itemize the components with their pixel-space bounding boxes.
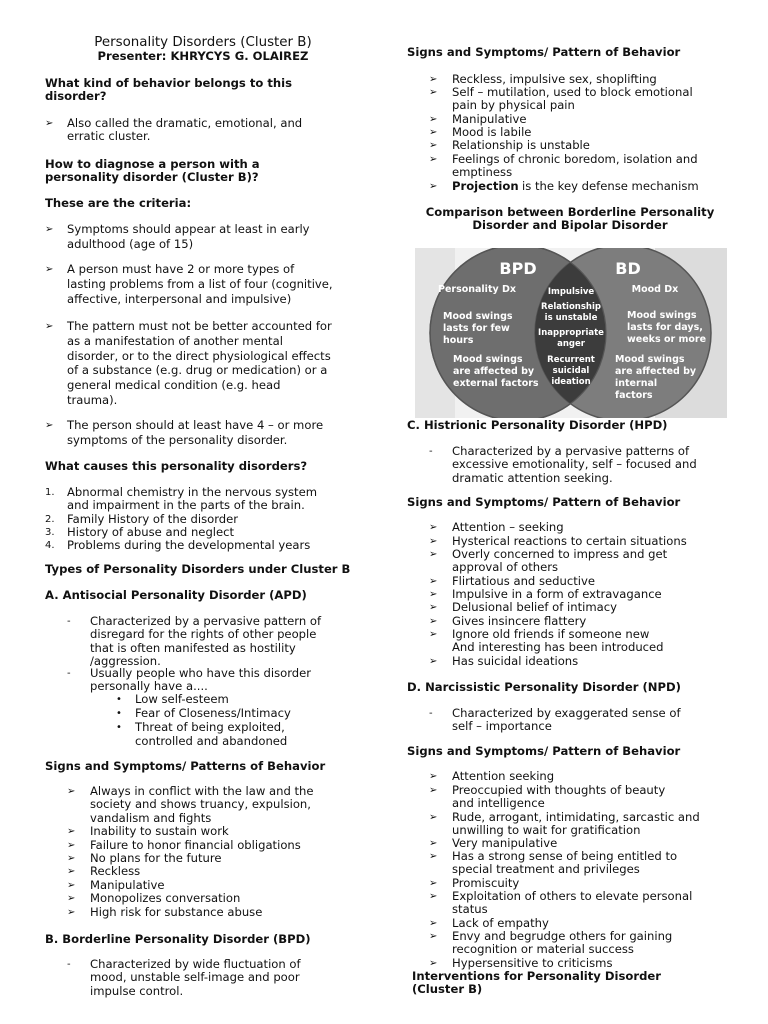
arrow-bullet-icon: ➢ xyxy=(429,918,438,929)
symptom-item: Inability to sustain work xyxy=(90,824,229,838)
arrow-bullet-icon: ➢ xyxy=(429,154,438,165)
list-number: 2. xyxy=(45,514,55,525)
section-heading: Types of Personality Disorders under Cluster B xyxy=(45,562,351,576)
question-heading: personality disorder (Cluster B)? xyxy=(45,170,259,185)
venn-shared-fact: Impulsive xyxy=(547,287,595,297)
arrow-bullet-icon: ➢ xyxy=(67,907,76,918)
disorder-description: Characterized by exaggerated sense of xyxy=(452,706,681,720)
venn-bpd-fact: are affected by xyxy=(453,366,535,377)
section-heading: Signs and Symptoms/ Pattern of Behavior xyxy=(407,45,681,59)
symptom-item: Reckless xyxy=(90,864,141,878)
symptom-item: vandalism and fights xyxy=(90,810,212,825)
presenter-line: Presenter: KHRYCYS G. OLAIREZ xyxy=(97,49,309,63)
answer-text: erratic cluster. xyxy=(67,129,151,144)
symptom-item: and intelligence xyxy=(452,796,545,811)
symptom-item: Always in conflict with the law and the xyxy=(90,784,314,798)
symptom-item: No plans for the future xyxy=(90,851,222,865)
symptom-item: Hysterical reactions to certain situations xyxy=(452,534,687,548)
disorder-heading: B. Borderline Personality Disorder (BPD) xyxy=(45,932,311,946)
criteria-item: The pattern must not be better accounted for xyxy=(67,319,332,333)
dot-bullet: • xyxy=(116,722,122,733)
section-heading: What causes this personality disorders? xyxy=(45,459,308,473)
venn-bd-fact: internal xyxy=(615,378,658,389)
disorder-heading: C. Histrionic Personality Disorder (HPD) xyxy=(407,418,668,432)
symptom-item: And interesting has been introduced xyxy=(452,640,664,655)
arrow-bullet-icon: ➢ xyxy=(429,549,438,560)
venn-shared-fact: Inappropriate xyxy=(538,328,604,338)
apd-trait: controlled and abandoned xyxy=(135,734,288,748)
disorder-description: impulse control. xyxy=(90,983,184,998)
arrow-bullet-icon: ➢ xyxy=(429,891,438,902)
disorder-description: /aggression. xyxy=(90,654,161,669)
arrow-bullet-icon: ➢ xyxy=(429,114,438,125)
disorder-description: personally have a.... xyxy=(90,679,208,694)
disorder-description: disregard for the rights of other people xyxy=(90,627,317,642)
criteria-item: symptoms of the personality disorder. xyxy=(67,432,288,447)
disorder-description: mood, unstable self-image and poor xyxy=(90,970,300,985)
symptom-item: Hypersensitive to criticisms xyxy=(452,956,613,970)
disorder-description: Characterized by a pervasive patterns of xyxy=(452,444,690,458)
apd-trait: Low self-esteem xyxy=(135,692,229,706)
symptom-item: is the key defense mechanism xyxy=(522,179,699,193)
criteria-item: disorder, or to the direct physiological effects xyxy=(67,348,331,363)
arrow-bullet-icon: ➢ xyxy=(67,893,76,904)
symptom-item: Overly concerned to impress and get xyxy=(452,547,668,561)
symptom-item: Feelings of chronic boredom, isolation and xyxy=(452,152,698,166)
arrow-bullet-icon: ➢ xyxy=(67,786,76,797)
symptom-item: emptiness xyxy=(452,165,513,180)
dash-bullet: - xyxy=(429,708,433,719)
dash-bullet: - xyxy=(67,616,71,627)
arrow-bullet-icon: ➢ xyxy=(45,224,54,235)
arrow-bullet-icon: ➢ xyxy=(429,812,438,823)
arrow-bullet-icon: ➢ xyxy=(429,629,438,640)
list-number: 4. xyxy=(45,540,55,552)
dash-bullet: - xyxy=(67,959,71,970)
venn-bpd-fact: external factors xyxy=(453,378,539,389)
symptom-item: Reckless, impulsive sex, shoplifting xyxy=(452,72,657,86)
symptom-item: Flirtatious and seductive xyxy=(452,574,595,588)
symptom-item-bold: Projection xyxy=(452,179,519,193)
venn-shared-fact: anger xyxy=(557,339,585,349)
symptom-item: Manipulative xyxy=(452,112,527,126)
symptom-item: status xyxy=(452,902,488,917)
criteria-item: A person must have 2 or more types of xyxy=(67,262,295,276)
symptom-item: Lack of empathy xyxy=(452,916,549,930)
venn-bd-fact: are affected by xyxy=(615,366,697,377)
disorder-description: dramatic attention seeking. xyxy=(452,470,613,485)
arrow-bullet-icon: ➢ xyxy=(429,851,438,862)
section-heading: Signs and Symptoms/ Pattern of Behavior xyxy=(407,495,681,509)
disorder-description: Characterized by a pervasive pattern of xyxy=(90,614,322,628)
venn-shared-fact: is unstable xyxy=(544,313,598,323)
arrow-bullet-icon: ➢ xyxy=(429,771,438,782)
arrow-bullet-icon: ➢ xyxy=(45,118,54,129)
arrow-bullet-icon: ➢ xyxy=(67,840,76,851)
cause-item: Problems during the developmental years xyxy=(67,538,311,553)
venn-diagram xyxy=(415,248,727,418)
venn-subtitle-bpd: Personality Dx xyxy=(437,284,517,295)
symptom-item: Mood is labile xyxy=(452,125,532,139)
venn-bpd-fact: hours xyxy=(443,335,474,346)
venn-bpd-fact: Mood swings xyxy=(453,354,523,365)
symptom-item: society and shows truancy, expulsion, xyxy=(90,797,311,812)
symptom-item: Attention – seeking xyxy=(452,520,564,534)
venn-bpd-fact: Mood swings xyxy=(443,311,513,322)
criteria-item: The person should at least have 4 – or more xyxy=(67,418,324,432)
disorder-description: Usually people who have this disorder xyxy=(90,666,312,680)
list-number: 1. xyxy=(45,487,55,498)
arrow-bullet-icon: ➢ xyxy=(429,576,438,587)
arrow-bullet-icon: ➢ xyxy=(67,866,76,877)
section-heading: These are the criteria: xyxy=(45,196,192,210)
disorder-heading: A. Antisocial Personality Disorder (APD) xyxy=(45,588,307,602)
symptom-item: Has suicidal ideations xyxy=(452,654,579,668)
symptom-item: pain by physical pain xyxy=(452,98,575,113)
venn-shared-fact: ideation xyxy=(551,377,591,387)
arrow-bullet-icon: ➢ xyxy=(429,140,438,151)
cause-item: Family History of the disorder xyxy=(67,512,239,526)
arrow-bullet-icon: ➢ xyxy=(429,785,438,796)
list-number: 3. xyxy=(45,527,55,539)
venn-bd-fact: weeks or more xyxy=(627,334,707,345)
comparison-heading: Disorder and Bipolar Disorder xyxy=(472,218,668,232)
symptom-item: Exploitation of others to elevate personal xyxy=(452,889,693,903)
venn-shared-fact: Recurrent xyxy=(547,355,595,365)
arrow-bullet-icon: ➢ xyxy=(429,958,438,969)
symptom-item: High risk for substance abuse xyxy=(90,905,263,919)
symptom-item: Failure to honor financial obligations xyxy=(90,838,301,852)
criteria-item: lasting problems from a list of four (cognitive, xyxy=(67,276,333,291)
arrow-bullet-icon: ➢ xyxy=(429,838,438,849)
criteria-item: Symptoms should appear at least in early xyxy=(67,222,310,236)
symptom-item: Manipulative xyxy=(90,878,165,892)
arrow-bullet-icon: ➢ xyxy=(429,522,438,533)
venn-title-bpd: BPD xyxy=(499,259,537,278)
question-heading: disorder? xyxy=(45,89,107,104)
section-heading: (Cluster B) xyxy=(412,982,483,996)
symptom-item: approval of others xyxy=(452,560,559,575)
cause-item: History of abuse and neglect xyxy=(67,525,235,540)
arrow-bullet-icon: ➢ xyxy=(67,880,76,891)
criteria-item: trauma). xyxy=(67,393,118,407)
symptom-item: recognition or material success xyxy=(452,942,634,957)
dot-bullet: • xyxy=(116,694,122,705)
venn-bd-fact: Mood swings xyxy=(615,354,685,365)
disorder-description: excessive emotionality, self – focused and xyxy=(452,457,697,472)
disorder-description: self – importance xyxy=(452,719,552,734)
arrow-bullet-icon: ➢ xyxy=(429,616,438,627)
symptom-item: Monopolizes conversation xyxy=(90,891,241,905)
venn-bd-fact: lasts for days, xyxy=(627,322,703,333)
disorder-heading: D. Narcissistic Personality Disorder (NPD) xyxy=(407,680,681,694)
criteria-item: affective, interpersonal and impulsive) xyxy=(67,291,292,306)
symptom-item: Promiscuity xyxy=(452,876,520,890)
cause-item: Abnormal chemistry in the nervous system xyxy=(67,485,318,499)
section-heading: Signs and Symptoms/ Pattern of Behavior xyxy=(407,744,681,758)
criteria-item: general medical condition (e.g. head xyxy=(67,378,281,393)
arrow-bullet-icon: ➢ xyxy=(67,853,76,864)
dash-bullet: - xyxy=(67,668,71,679)
venn-bd-fact: Mood swings xyxy=(627,310,697,321)
arrow-bullet-icon: ➢ xyxy=(429,656,438,667)
comparison-heading: Comparison between Borderline Personality xyxy=(425,205,715,219)
symptom-item: Preoccupied with thoughts of beauty xyxy=(452,783,666,797)
section-heading: Signs and Symptoms/ Patterns of Behavior xyxy=(45,759,326,773)
symptom-item: Has a strong sense of being entitled to xyxy=(452,849,678,863)
arrow-bullet-icon: ➢ xyxy=(429,589,438,600)
symptom-item: Gives insincere flattery xyxy=(452,614,587,628)
venn-bpd-fact: lasts for few xyxy=(443,323,510,334)
arrow-bullet-icon: ➢ xyxy=(429,536,438,547)
criteria-item: of a substance (e.g. drug or medication) or a xyxy=(67,363,328,378)
answer-text: Also called the dramatic, emotional, and xyxy=(67,116,303,130)
arrow-bullet-icon: ➢ xyxy=(429,127,438,138)
arrow-bullet-icon: ➢ xyxy=(429,181,438,192)
symptom-item: Attention seeking xyxy=(452,769,555,783)
symptom-item: Rude, arrogant, intimidating, sarcastic and xyxy=(452,810,700,824)
page-title: Personality Disorders (Cluster B) xyxy=(94,35,312,50)
arrow-bullet-icon: ➢ xyxy=(429,74,438,85)
symptom-item: unwilling to wait for gratification xyxy=(452,823,641,838)
venn-subtitle-bd: Mood Dx xyxy=(631,284,679,295)
venn-title-bd: BD xyxy=(615,259,641,278)
symptom-item: Very manipulative xyxy=(452,836,558,850)
symptom-item: Relationship is unstable xyxy=(452,138,590,152)
arrow-bullet-icon: ➢ xyxy=(45,321,54,332)
apd-trait: Fear of Closeness/Intimacy xyxy=(135,706,291,720)
apd-trait: Threat of being exploited, xyxy=(135,720,285,734)
disorder-description: Characterized by wide fluctuation of xyxy=(90,957,301,971)
venn-bd-fact: factors xyxy=(615,390,653,401)
dash-bullet: - xyxy=(429,446,433,457)
arrow-bullet-icon: ➢ xyxy=(67,826,76,837)
criteria-item: adulthood (age of 15) xyxy=(67,236,194,251)
symptom-item: special treatment and privileges xyxy=(452,862,640,877)
arrow-bullet-icon: ➢ xyxy=(45,420,54,431)
arrow-bullet-icon: ➢ xyxy=(429,931,438,942)
symptom-item: Ignore old friends if someone new xyxy=(452,627,650,641)
question-heading: What kind of behavior belongs to this xyxy=(45,76,293,90)
arrow-bullet-icon: ➢ xyxy=(45,264,54,275)
symptom-item: Impulsive in a form of extravagance xyxy=(452,587,662,601)
venn-shared-fact: Relationship xyxy=(541,302,601,312)
dot-bullet: • xyxy=(116,708,122,719)
cause-item: and impairment in the parts of the brain. xyxy=(67,498,305,512)
venn-shared-fact: suicidal xyxy=(552,366,590,376)
symptom-item: Delusional belief of intimacy xyxy=(452,600,618,614)
arrow-bullet-icon: ➢ xyxy=(429,878,438,889)
section-heading: Interventions for Personality Disorder xyxy=(412,969,661,983)
arrow-bullet-icon: ➢ xyxy=(429,87,438,98)
criteria-item: as a manifestation of another mental xyxy=(67,333,283,348)
symptom-item: Self – mutilation, used to block emotional xyxy=(452,85,693,99)
disorder-description: that is often manifested as hostility xyxy=(90,640,296,655)
arrow-bullet-icon: ➢ xyxy=(429,602,438,613)
symptom-item: Envy and begrudge others for gaining xyxy=(452,929,673,943)
question-heading: How to diagnose a person with a xyxy=(45,157,260,171)
